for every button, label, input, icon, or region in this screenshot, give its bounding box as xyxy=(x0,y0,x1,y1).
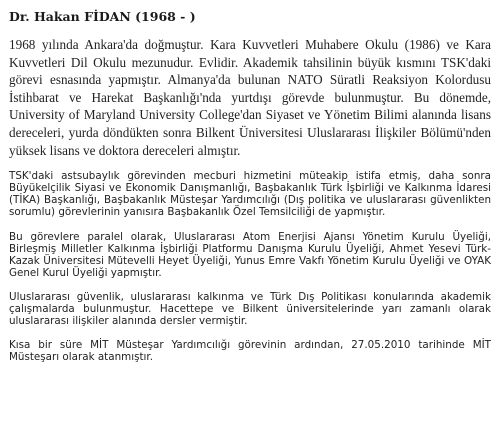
bio-paragraph-education: 1968 yılında Ankara'da doğmuştur. Kara Kuvvetleri Muhabere Okulu (1986) ve Kara Kuvvetleri Dil Okulu mezunudur. Evlidir. Akademik tahsilinin büyük kısmını TSK'daki görevi esnasında yapmıştır. Almanya'da bulunan NATO Süratli Reaksiyon Kolordusu İstihbarat ve Harekat Başkanlığı'nda yurtdışı görevde bulunmuştur. Bu dönemde, University of Maryland University College'dan Siyaset ve Yönetim Bilimi alanında lisans dereceleri, yurda döndükten sonra Bilkent Üniversitesi Uluslararası İlişkiler Bölümü'nden yüksek lisans ve doktora dereceleri almıştır. xyxy=(9,37,491,158)
bio-paragraph-academic: Uluslararası güvenlik, uluslararası kalkınma ve Türk Dış Politikası konularında akademik çalışmalarda bulunmuştur. Hacettepe ve Bilkent üniversitelerinde yarı zamanlı olarak uluslararası ilişkiler alanında dersler vermiştir. xyxy=(9,290,491,328)
bio-paragraph-boards: Bu görevlere paralel olarak, Uluslararası Atom Enerjisi Ajansı Yönetim Kurulu Üyeliği, Birleşmiş Milletler Kalkınma İşbirliği Platformu Danışma Kurulu Üyeliği, Ahmet Yesevi Türk-Kazak Üniversitesi Mütevelli Heyet Üyeliği, Yunus Emre Vakfı Yönetim Kurulu Üyeliği ve OYAK Genel Kurul Üyeliği yapmıştır. xyxy=(9,230,491,279)
bio-paragraph-career: TSK'daki astsubaylık görevinden mecburi hizmetini müteakip istifa etmiş, daha sonra Büyükelçilik Siyasi ve Ekonomik Danışmanlığı, Başbakanlık Türk İşbirliği ve Kalkınma İdaresi (TİKA) Başkanlığı, Başbakanlık Müsteşar Yardımcılığı (Dış politika ve uluslararası güvenlikten sorumlu) görevlerinin yanısıra Başbakanlık Özel Temsilciliği de yapmıştır. xyxy=(9,170,491,219)
bio-paragraph-appointment: Kısa bir süre MİT Müsteşar Yardımcılığı görevinin ardından, 27.05.2010 tarihinde MİT Müsteşarı olarak atanmıştır. xyxy=(9,339,491,364)
page-title: Dr. Hakan FİDAN (1968 - ) xyxy=(9,9,196,24)
